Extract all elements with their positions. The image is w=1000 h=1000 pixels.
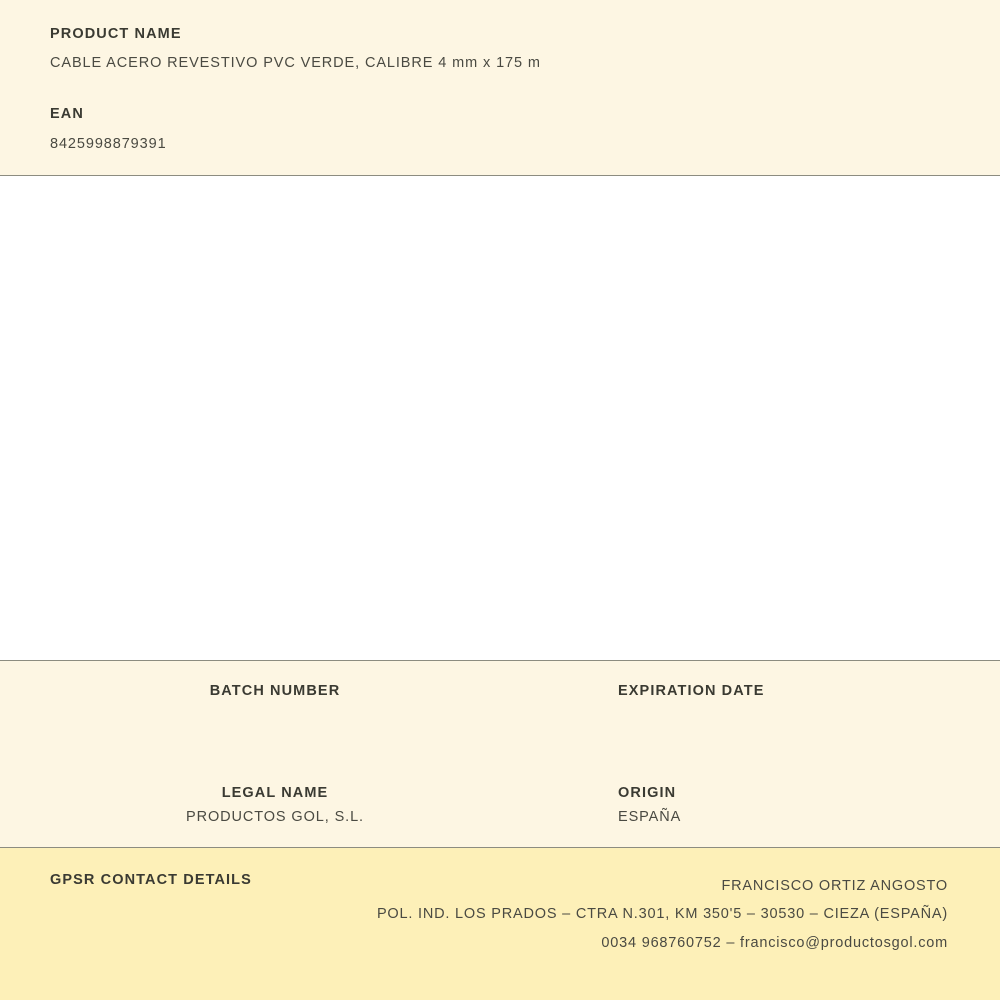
gpsr-title: GPSR CONTACT DETAILS: [50, 872, 252, 888]
legal-name-label: LEGAL NAME: [221, 784, 329, 801]
product-name-value: CABLE ACERO REVESTIVO PVC VERDE, CALIBRE 4 mm x 175 m: [50, 55, 541, 72]
origin-group: [500, 785, 950, 827]
batch-legal-block: [0, 661, 1000, 848]
legal-name-value: PRODUCTOS GOL, S.L.: [186, 809, 364, 826]
ean-value: 8425998879391: [50, 135, 167, 152]
origin-label: ORIGIN: [618, 784, 677, 801]
origin-value: ESPAÑA: [618, 809, 682, 826]
gpsr-contact-name: FRANCISCO ORTIZ ANGOSTO: [721, 878, 948, 894]
product-name-label: PRODUCT NAME: [50, 26, 182, 42]
batch-row-spacer: [50, 723, 950, 785]
product-identification-block: [0, 0, 1000, 176]
batch-number-value: [50, 707, 500, 723]
gpsr-contact-details: [377, 872, 948, 957]
gpsr-contact-phone-email: 0034 968760752 – francisco@productosgol.com: [601, 934, 948, 951]
expiration-date-group: [500, 683, 950, 722]
gpsr-contact-block: [0, 848, 1000, 1000]
legal-name-group: [50, 785, 500, 827]
expiration-date-label: EXPIRATION DATE: [618, 683, 765, 700]
batch-number-group: [50, 683, 500, 722]
legal-row: [50, 785, 950, 827]
batch-number-label: BATCH NUMBER: [209, 683, 341, 700]
ean-group: [50, 106, 950, 153]
expiration-date-value: [618, 707, 950, 723]
product-name-group: [50, 26, 950, 73]
gpsr-contact-address: POL. IND. LOS PRADOS – CTRA N.301, KM 350'5 – 30530 – CIEZA (ESPAÑA): [376, 906, 948, 923]
batch-row: [50, 683, 950, 722]
ean-label: EAN: [50, 106, 84, 123]
product-image-area: [0, 176, 1000, 661]
